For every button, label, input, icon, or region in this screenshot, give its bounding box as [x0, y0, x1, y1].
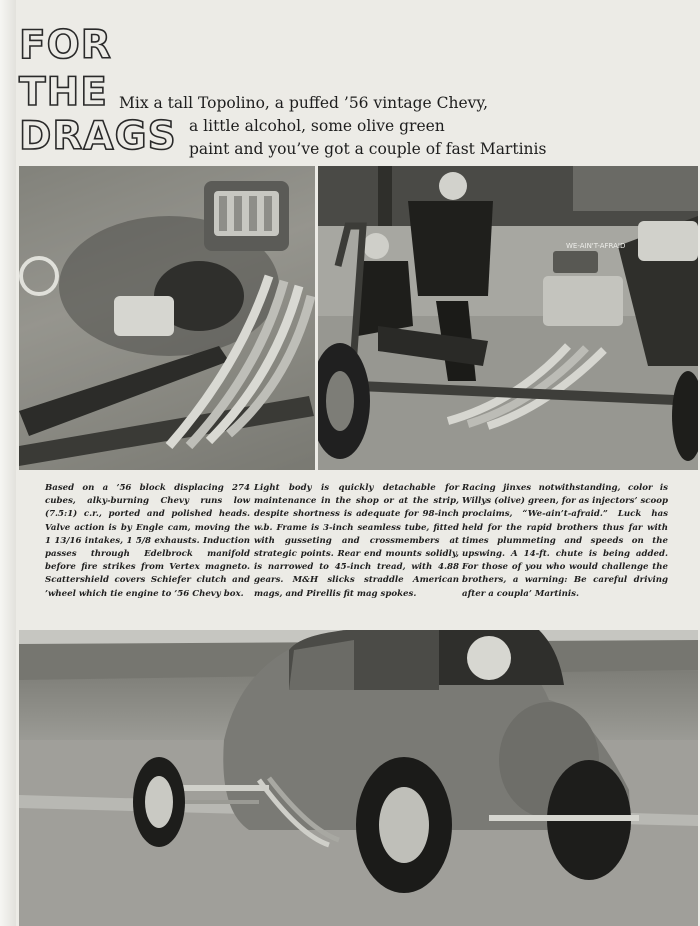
drivers-with-car-photo: [318, 166, 698, 470]
article-paragraph-1: Based on a ’56 block displacing 274 cubes, alky-burning Chevy runs low (7.5:1) c.r., ported and polished heads. Valve action is by Engle cam, moving the 1 13/16 intakes, 1 5/8 exhausts. Induction passes through Edelbrock manifold before fire strikes from Vertex magneto. Scattershield covers Schiefer clutch and ’wheel which tie engine to ’56 Chevy box.: [45, 483, 250, 599]
article-paragraph-3: Racing jinxes notwithstanding, color is Willys (olive) green, for as injectors’ scoop proclaims, “We-ain’t-afraid.” Luck has held for the rapid brothers thus far with times plummeting and speeds on the upswing. A 14-ft. chute is being added. For those of you who would challenge the brothers, a warning: Be careful driving after a coupla’ Martinis.: [462, 483, 668, 599]
subhead-line-3: paint and you’ve got a couple of fast Martinis: [189, 140, 547, 158]
drivers-illustration: [318, 166, 698, 470]
topolino-illustration: [19, 630, 698, 926]
headline-drags: DRAGS: [19, 114, 177, 159]
engine-closeup-illustration: [19, 166, 315, 470]
subhead-line-2: a little alcohol, some olive green: [189, 117, 445, 135]
article-column-3: [462, 482, 668, 601]
topolino-dragster-photo: [19, 630, 698, 926]
article-paragraph-2: Light body is quickly detachable for maintenance in the shop or at the strip, despite shortness is adequate for 98-inch w.b. Frame is 3-inch seamless tube, fitted with gusseting and crossmembers at strategic points. Rear end mounts solidly, is narrowed to 45-inch tread, with 4.88 gears. M&H slicks straddle American mags, and Pirellis fit mag spokes.: [254, 483, 459, 599]
headline-for: FOR: [19, 23, 112, 68]
scoop-lettering: WE-AIN'T-AFRAID: [566, 242, 626, 250]
headline-the: THE: [19, 70, 108, 115]
article-column-1: [45, 482, 250, 601]
page-binding-edge: [0, 0, 16, 926]
article-column-2: [254, 482, 459, 601]
engine-closeup-photo: [19, 166, 315, 470]
subhead-line-1: Mix a tall Topolino, a puffed ’56 vintage Chevy,: [119, 94, 489, 112]
